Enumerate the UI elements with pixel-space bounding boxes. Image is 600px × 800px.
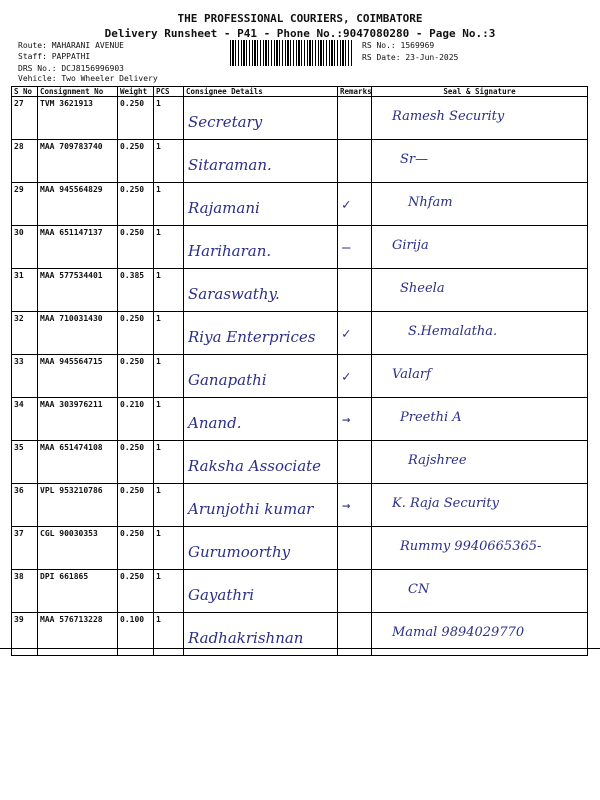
pcs-cell: 1 xyxy=(154,269,184,312)
handwritten-consignee: Radhakrishnan xyxy=(188,629,304,647)
pcs-cell: 1 xyxy=(154,484,184,527)
consignment-no-cell: DPI 661865 xyxy=(38,570,118,613)
vehicle-label: Vehicle: Two Wheeler Delivery xyxy=(18,74,158,83)
sno-cell: 27 xyxy=(12,97,38,140)
consignment-no-cell: MAA 577534401 xyxy=(38,269,118,312)
table-row xyxy=(12,441,588,484)
weight-cell: 0.250 xyxy=(118,570,154,613)
handwritten-signature: Rummy 9940665365- xyxy=(400,539,542,554)
sno-cell: 38 xyxy=(12,570,38,613)
barcode xyxy=(230,40,352,66)
table-row xyxy=(12,312,588,355)
weight-cell: 0.250 xyxy=(118,355,154,398)
weight-cell: 0.210 xyxy=(118,398,154,441)
handwritten-signature: Valarf xyxy=(392,367,431,382)
col-sno: S No xyxy=(12,87,38,97)
handwritten-consignee: Sitaraman. xyxy=(188,156,272,174)
handwritten-consignee: Ganapathi xyxy=(188,371,267,389)
col-weight: Weight xyxy=(118,87,154,97)
route-label: Route: MAHARANI AVENUE xyxy=(18,41,124,50)
consignment-no-cell: MAA 709783740 xyxy=(38,140,118,183)
weight-cell: 0.250 xyxy=(118,140,154,183)
consignee-cell xyxy=(184,527,338,570)
weight-cell: 0.100 xyxy=(118,613,154,656)
handwritten-signature: Nhfam xyxy=(408,195,453,210)
handwritten-signature: K. Raja Security xyxy=(392,496,499,511)
consignee-cell xyxy=(184,97,338,140)
consignee-cell xyxy=(184,269,338,312)
consignment-no-cell: MAA 945564715 xyxy=(38,355,118,398)
handwritten-consignee: Riya Enterprices xyxy=(188,328,316,346)
handwritten-signature: Sr— xyxy=(400,152,429,167)
signature-cell xyxy=(372,355,588,398)
handwritten-consignee: Hariharan. xyxy=(188,242,272,260)
pcs-cell: 1 xyxy=(154,97,184,140)
weight-cell: 0.250 xyxy=(118,183,154,226)
col-consignment-no: Consignment No xyxy=(38,87,118,97)
weight-cell: 0.250 xyxy=(118,226,154,269)
staff-label: Staff: PAPPATHI xyxy=(18,52,91,61)
pcs-cell: 1 xyxy=(154,312,184,355)
consignment-no-cell: MAA 303976211 xyxy=(38,398,118,441)
table-row xyxy=(12,484,588,527)
signature-cell xyxy=(372,441,588,484)
col-consignee-details: Consignee Details xyxy=(184,87,338,97)
remark-mark: ✓ xyxy=(342,197,351,213)
document-title: THE PROFESSIONAL COURIERS, COIMBATORE xyxy=(177,12,423,25)
table-row xyxy=(12,355,588,398)
signature-cell xyxy=(372,97,588,140)
table-row xyxy=(12,183,588,226)
weight-cell: 0.250 xyxy=(118,97,154,140)
handwritten-consignee: Gurumoorthy xyxy=(188,543,291,561)
pcs-cell: 1 xyxy=(154,570,184,613)
col-seal-signature: Seal & Signature xyxy=(372,87,588,97)
consignment-no-cell: MAA 710031430 xyxy=(38,312,118,355)
remarks-cell xyxy=(338,613,372,656)
pcs-cell: 1 xyxy=(154,441,184,484)
drs-number: DRS No.: DCJ8156996903 xyxy=(18,64,124,73)
consignee-cell xyxy=(184,312,338,355)
consignment-no-cell: CGL 90030353 xyxy=(38,527,118,570)
pcs-cell: 1 xyxy=(154,355,184,398)
weight-cell: 0.250 xyxy=(118,441,154,484)
remarks-cell xyxy=(338,312,372,355)
consignee-cell xyxy=(184,441,338,484)
handwritten-signature: Rajshree xyxy=(408,453,467,468)
sno-cell: 39 xyxy=(12,613,38,656)
pcs-cell: 1 xyxy=(154,613,184,656)
sno-cell: 30 xyxy=(12,226,38,269)
remark-mark: ✓ xyxy=(342,326,351,342)
runsheet-table xyxy=(11,86,588,656)
pcs-cell: 1 xyxy=(154,226,184,269)
handwritten-signature: CN xyxy=(408,582,430,597)
signature-cell xyxy=(372,312,588,355)
consignment-no-cell: MAA 576713228 xyxy=(38,613,118,656)
table-row xyxy=(12,570,588,613)
table-header-row xyxy=(12,87,588,97)
pcs-cell: 1 xyxy=(154,527,184,570)
consignment-no-cell: TVM 3621913 xyxy=(38,97,118,140)
consignment-no-cell: MAA 945564829 xyxy=(38,183,118,226)
consignment-no-cell: MAA 651147137 xyxy=(38,226,118,269)
remarks-cell xyxy=(338,269,372,312)
handwritten-signature: Girija xyxy=(392,238,429,253)
remark-mark: → xyxy=(342,412,351,428)
col-remarks: Remarks xyxy=(338,87,372,97)
sno-cell: 33 xyxy=(12,355,38,398)
handwritten-signature: Ramesh Security xyxy=(392,109,505,124)
consignee-cell xyxy=(184,355,338,398)
signature-cell xyxy=(372,570,588,613)
remarks-cell xyxy=(338,226,372,269)
remarks-cell xyxy=(338,183,372,226)
weight-cell: 0.250 xyxy=(118,527,154,570)
remark-mark: — xyxy=(342,240,351,256)
handwritten-consignee: Arunjothi kumar xyxy=(188,500,314,518)
weight-cell: 0.250 xyxy=(118,484,154,527)
signature-cell xyxy=(372,183,588,226)
signature-cell xyxy=(372,613,588,656)
weight-cell: 0.385 xyxy=(118,269,154,312)
handwritten-consignee: Anand. xyxy=(188,414,242,432)
sno-cell: 28 xyxy=(12,140,38,183)
remarks-cell xyxy=(338,398,372,441)
pcs-cell: 1 xyxy=(154,183,184,226)
rs-number: RS No.: 1569969 xyxy=(362,41,435,50)
consignee-cell xyxy=(184,226,338,269)
table-row xyxy=(12,140,588,183)
handwritten-consignee: Secretary xyxy=(188,113,263,131)
handwritten-signature: S.Hemalatha. xyxy=(408,324,498,339)
table-row xyxy=(12,97,588,140)
table-row xyxy=(12,226,588,269)
remarks-cell xyxy=(338,570,372,613)
table-row xyxy=(12,269,588,312)
remark-mark: ✓ xyxy=(342,369,351,385)
remarks-cell xyxy=(338,140,372,183)
table-row xyxy=(12,527,588,570)
handwritten-consignee: Rajamani xyxy=(188,199,260,217)
consignee-cell xyxy=(184,484,338,527)
table-row xyxy=(12,613,588,656)
consignee-cell xyxy=(184,613,338,656)
pcs-cell: 1 xyxy=(154,398,184,441)
remark-mark: → xyxy=(342,498,351,514)
signature-cell xyxy=(372,140,588,183)
signature-cell xyxy=(372,484,588,527)
sno-cell: 35 xyxy=(12,441,38,484)
sno-cell: 36 xyxy=(12,484,38,527)
signature-cell xyxy=(372,527,588,570)
sno-cell: 32 xyxy=(12,312,38,355)
consignee-cell xyxy=(184,398,338,441)
pcs-cell: 1 xyxy=(154,140,184,183)
consignee-cell xyxy=(184,140,338,183)
handwritten-consignee: Raksha Associate xyxy=(188,457,322,475)
runsheet-subtitle: Delivery Runsheet - P41 - Phone No.:9047080280 - Page No.:3 xyxy=(104,27,496,40)
sno-cell: 37 xyxy=(12,527,38,570)
remarks-cell xyxy=(338,527,372,570)
consignment-no-cell: MAA 651474108 xyxy=(38,441,118,484)
consignee-cell xyxy=(184,183,338,226)
footer-rule xyxy=(0,648,600,649)
handwritten-signature: Preethi A xyxy=(400,410,462,425)
handwritten-signature: Sheela xyxy=(400,281,445,296)
rs-date: RS Date: 23-Jun-2025 xyxy=(362,53,459,62)
remarks-cell xyxy=(338,355,372,398)
col-pcs: PCS xyxy=(154,87,184,97)
table-row xyxy=(12,398,588,441)
signature-cell xyxy=(372,226,588,269)
signature-cell xyxy=(372,398,588,441)
consignee-cell xyxy=(184,570,338,613)
consignment-no-cell: VPL 953210786 xyxy=(38,484,118,527)
weight-cell: 0.250 xyxy=(118,312,154,355)
remarks-cell xyxy=(338,441,372,484)
handwritten-consignee: Saraswathy. xyxy=(188,285,280,303)
remarks-cell xyxy=(338,484,372,527)
sno-cell: 34 xyxy=(12,398,38,441)
handwritten-signature: Mamal 9894029770 xyxy=(392,625,525,640)
sno-cell: 29 xyxy=(12,183,38,226)
handwritten-consignee: Gayathri xyxy=(188,586,254,604)
sno-cell: 31 xyxy=(12,269,38,312)
signature-cell xyxy=(372,269,588,312)
remarks-cell xyxy=(338,97,372,140)
